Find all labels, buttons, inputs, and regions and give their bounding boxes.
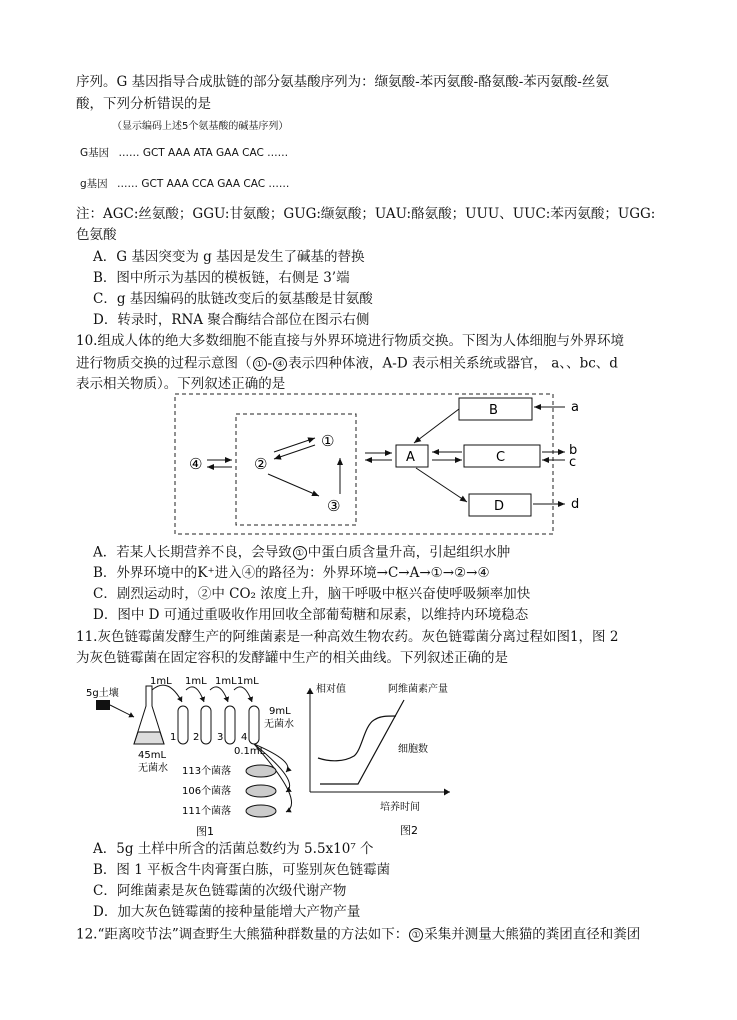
label-d: d	[571, 497, 580, 512]
q9-seq-caption: （显示编码上述5个氨基酸的碱基序列）	[112, 121, 289, 132]
figure2-y-label: 相对值	[316, 684, 346, 695]
q9-option-d: D．转录时，RNA 聚合酶结合部位在图示右侧	[93, 312, 370, 328]
q10-option-a-end: 中蛋白质含量升高，引起组织水肿	[307, 544, 511, 561]
circled-4-marker: ④	[273, 357, 287, 371]
svg-text:1: 1	[170, 732, 177, 743]
q10-option-c: C．剧烈运动时，②中 CO₂ 浓度上升，脑干呼吸中枢兴奋使呼吸频率加快	[93, 586, 531, 602]
q11-option-c: C．阿维菌素是灰色链霉菌的次级代谢产物	[93, 883, 347, 899]
range-dash: -	[267, 355, 273, 372]
q11-stem-line1: 11.灰色链霉菌发酵生产的阿维菌素是一种高效生物农药。灰色链霉菌分离过程如图1，图 2	[76, 629, 619, 645]
q10-option-d: D．图中 D 可通过重吸收作用回收全部葡萄糖和尿素，以维持内环境稳态	[93, 607, 529, 623]
q9-note-line1: 注：AGC:丝氨酸；GGU:甘氨酸；GUG:缬氨酸；UAU:酪氨酸；UUU、UUC:苯丙氨酸；UGG:	[76, 206, 656, 222]
svg-text:A: A	[406, 450, 415, 465]
svg-text:45mL: 45mL	[138, 750, 167, 761]
svg-text:111个菌落: 111个菌落	[182, 806, 232, 817]
svg-text:D: D	[494, 499, 505, 514]
g-gene-row	[80, 179, 289, 190]
svg-text:113个菌落: 113个菌落	[182, 766, 232, 777]
q10-option-a	[93, 546, 510, 560]
node-3: ③	[327, 497, 341, 515]
svg-text:无菌水: 无菌水	[138, 763, 168, 774]
figure2-caption: 图2	[400, 824, 418, 837]
figure2-product-label: 阿维菌素产量	[388, 684, 448, 695]
q11-option-b: B．图 1 平板含牛肉膏蛋白胨，可鉴别灰色链霉菌	[93, 862, 391, 878]
figure2-fermentation-curves	[300, 680, 460, 840]
circled-1-marker: ①	[253, 357, 267, 371]
figure1-dilution-plating	[86, 672, 302, 840]
q11-option-a: A．5g 土样中所含的活菌总数约为 5.5x10⁷ 个	[93, 841, 374, 857]
G-gene-row	[80, 148, 288, 159]
body-fluid-exchange-diagram	[170, 390, 590, 540]
svg-text:4: 4	[241, 732, 248, 743]
q10-stem-line2	[76, 357, 618, 371]
svg-text:2: 2	[193, 732, 200, 743]
q12-stem-end: 采集并测量大熊猫的粪团直径和粪团	[424, 926, 641, 943]
q11-option-d: D．加大灰色链霉菌的接种量能增大产物产量	[93, 904, 361, 920]
q9-option-b: B．图中所示为基因的模板链，右侧是 3’端	[93, 270, 350, 286]
label-b: b	[569, 443, 578, 458]
soil-scoop-icon	[96, 700, 110, 710]
node-1: ①	[321, 432, 335, 450]
node-4: ④	[189, 455, 203, 473]
G-gene-sequence: …… GCT AAA ATA GAA CAC ……	[118, 147, 289, 159]
label-a: a	[571, 400, 579, 415]
q12-stem-line1	[76, 928, 640, 942]
circled-1-marker: ①	[293, 546, 307, 560]
figure2-x-label: 培养时间	[380, 802, 420, 813]
svg-text:106个菌落: 106个菌落	[182, 786, 232, 797]
q9-note-line2: 色氨酸	[76, 227, 117, 243]
svg-text:1mL: 1mL	[237, 676, 259, 687]
q9-option-c: C．g 基因编码的肽链改变后的氨基酸是甘氨酸	[93, 291, 373, 307]
label-c: c	[569, 455, 577, 470]
node-2: ②	[254, 455, 268, 473]
q10-stem-line3: 表示相关物质）。下列叙述正确的是	[76, 376, 286, 392]
figure2-cells-label: 细胞数	[398, 744, 428, 755]
cell-count-curve	[318, 716, 396, 761]
svg-text:0.1mL: 0.1mL	[234, 746, 266, 757]
q12-stem-start: 12.“距离咬节法”调查野生大熊猫种群数量的方法如下：	[76, 926, 409, 943]
g-gene-sequence: …… GCT AAA CCA GAA CAC ……	[117, 178, 290, 190]
soil-label: 5g土壤	[86, 688, 119, 699]
q9-intro-line1: 序列。G 基因指导合成肽链的部分氨基酸序列为：缬氨酸-苯丙氨酸-酪氨酸-苯丙氨酸-丝氨	[76, 74, 609, 90]
G-gene-label: G基因	[80, 147, 110, 159]
figure1-caption: 图1	[196, 825, 214, 838]
q11-stem-line2: 为灰色链霉菌在固定容积的发酵罐中生产的相关曲线。下列叙述正确的是	[76, 650, 508, 666]
q9-option-a: A．G 基因突变为 g 基因是发生了碱基的替换	[93, 249, 365, 265]
svg-text:3: 3	[217, 732, 224, 743]
svg-text:C: C	[496, 450, 506, 465]
svg-text:1mL: 1mL	[215, 676, 237, 687]
q10-option-a-start: A．若某人长期营养不良，会导致	[93, 544, 292, 561]
svg-text:9mL: 9mL	[269, 706, 291, 717]
q9-intro-line2: 酸，下列分析错误的是	[76, 96, 211, 112]
q10-stem-line2-end: 表示四种体液，A-D 表示相关系统或器官， a、、bc、d	[288, 355, 618, 372]
svg-text:无菌水: 无菌水	[264, 719, 294, 730]
svg-text:B: B	[489, 403, 498, 418]
q10-option-b: B．外界环境中的K⁺进入④的路径为：外界环境→C→A→①→②→④	[93, 565, 490, 581]
petri-dishes	[246, 765, 276, 817]
q10-stem-line2-start: 进行物质交换的过程示意图（	[76, 355, 252, 372]
g-gene-label: g基因	[80, 178, 108, 190]
circled-1-marker: ①	[409, 928, 423, 942]
svg-text:1mL: 1mL	[150, 676, 172, 687]
q10-stem-line1: 10.组成人体的绝大多数细胞不能直接与外界环境进行物质交换。下图为人体细胞与外界环境	[76, 333, 624, 349]
svg-text:1mL: 1mL	[185, 676, 207, 687]
